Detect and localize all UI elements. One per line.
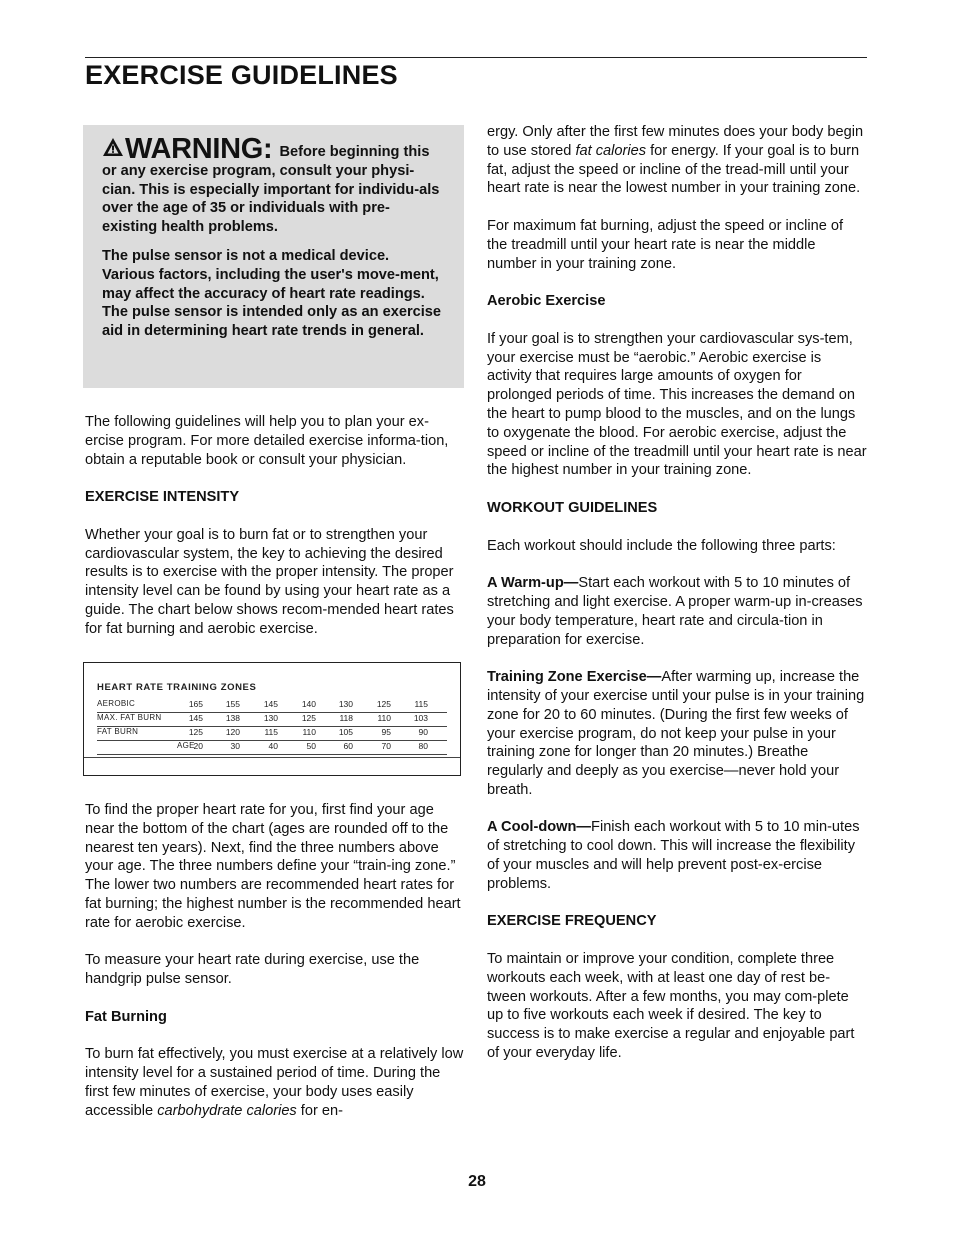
chart-cell: 120 xyxy=(225,727,240,737)
warning-paragraph-2: The pulse sensor is not a medical device. Various factors, including the user's move-ment, may affect the accuracy of heart rate readings. The pulse sensor is intended only as an exercise aid in determining heart rate trends in general. xyxy=(102,247,442,340)
chart-cell: 60 xyxy=(343,741,353,751)
chart-title: HEART RATE TRAINING ZONES xyxy=(97,682,257,693)
warning-box xyxy=(83,125,464,388)
chart-bottom-divider xyxy=(84,757,460,758)
chart-cell: 110 xyxy=(302,727,316,737)
chart-cell: 80 xyxy=(418,741,428,751)
cooldown-body: Finish each workout with 5 to 10 min-utes of stretching to cool down. This will increase the flexibility of your muscles and will help prevent post-ex-ercise problems. xyxy=(487,819,860,892)
chart-row-label: AEROBIC xyxy=(97,699,136,708)
chart-cell: 165 xyxy=(188,699,203,709)
chart-cell: 155 xyxy=(225,699,240,709)
chart-cell: 125 xyxy=(301,713,316,723)
chart-cell: 30 xyxy=(230,741,240,751)
find-heart-rate-text: To find the proper heart rate for you, first find your age near the bottom of the chart (ages are rounded off to the nearest ten years). Next, find the three numbers above your age. The three numbers define your “train-ing zone.” The lower two numbers are recommended heart rates for fat burning; the highest number is the recommended heart rate for aerobic exercise. xyxy=(85,802,461,931)
max-fat-burning-text: For maximum fat burning, adjust the speed or incline of the treadmill until your heart rate is near the middle number in your training zone. xyxy=(487,217,844,272)
left-intro-section xyxy=(85,413,465,657)
chart-cell: 125 xyxy=(188,727,203,737)
continued-text-a: ergy. Only after the first few minutes does your body begin to use stored xyxy=(487,124,864,159)
exercise-frequency-text: To maintain or improve your condition, complete three workouts each week, with at least one day of rest be-tween workouts. After a few months, you may com-plete up to five workouts each week if desired. The key to success is to make exercise a regular and enjoyable part of your everyday life. xyxy=(487,951,855,1062)
aerobic-exercise-text: If your goal is to strengthen your cardiovascular sys-tem, your exercise must be “aerobic.” Aerobic exercise is activity that requires large amounts of oxygen for prolonged periods of time. This increases the demand on the heart to pump blood to the muscles, and on the lungs to oxygenate the blood. For aerobic exercise, adjust the speed or incline of the treadmill until your heart rate is near the highest number in your training zone. xyxy=(487,330,867,479)
warning-paragraph-1 xyxy=(102,133,444,237)
chart-cell: 115 xyxy=(264,727,278,737)
chart-cell: 40 xyxy=(268,741,278,751)
right-column xyxy=(487,123,867,1082)
chart-row-label: MAX. FAT BURN xyxy=(97,713,162,722)
chart-row xyxy=(97,698,447,713)
cooldown-label: A Cool-down— xyxy=(487,819,592,836)
chart-cell: 125 xyxy=(376,699,391,709)
training-zone-body: After warming up, increase the intensity of your exercise until your pulse is in your training zone for 20 to 60 minutes. (During the first few weeks of your exercise program, do not keep your pulse in your training zone for longer than 20 minutes.) Breathe regularly and deeply as you exercise—never hold your breath. xyxy=(487,669,865,798)
chart-cell: 130 xyxy=(338,699,353,709)
chart-cell: 95 xyxy=(381,727,391,737)
chart-row-label: FAT BURN xyxy=(97,727,139,736)
chart-cell: 145 xyxy=(188,713,203,723)
chart-cell: 145 xyxy=(263,699,278,709)
fat-burning-text xyxy=(85,1045,465,1120)
chart-cell: 118 xyxy=(339,713,353,723)
intro-text: The following guidelines will help you to plan your ex-ercise program. For more detailed exercise informa-tion, obtain a reputable book or consult your physician. xyxy=(85,414,449,468)
fat-burning-heading: Fat Burning xyxy=(85,1008,167,1025)
chart-cell: 70 xyxy=(381,741,391,751)
exercise-intensity-text: Whether your goal is to burn fat or to strengthen your cardiovascular system, the key to achieving the desired results is to exercise with the proper intensity. The proper intensity level can be found by using your heart rate as a guide. The chart below shows recom-mended heart rates for fat burning and aerobic exercise. xyxy=(85,526,454,637)
chart-cell: 105 xyxy=(338,727,353,737)
warning-triangle-icon xyxy=(102,137,124,157)
chart-row-label: AGE xyxy=(177,741,195,750)
chart-cell: 90 xyxy=(418,727,428,737)
warning-heading: WARNING: xyxy=(125,133,273,165)
continued-text-b: for energy. If your goal is to burn fat, adjust the speed or incline of the tread-mill until your heart rate is near the lowest number in your training zone. xyxy=(487,142,861,197)
cooldown-text xyxy=(487,818,867,893)
training-zone-text xyxy=(487,668,867,800)
aerobic-exercise-heading: Aerobic Exercise xyxy=(487,293,606,310)
workout-intro-text: Each workout should include the following three parts: xyxy=(487,537,836,554)
warning-text-1: Before beginning this or any exercise program, consult your physi-cian. This is especially important for individu-als over the age of 35 or individuals with pre-existing health problems. xyxy=(102,144,440,236)
exercise-frequency-heading: EXERCISE FREQUENCY xyxy=(487,913,657,930)
chart-cell: 138 xyxy=(225,713,240,723)
chart-cell: 140 xyxy=(301,699,316,709)
page-title: EXERCISE GUIDELINES xyxy=(85,60,398,90)
continued-text-italic: fat calories xyxy=(575,142,647,159)
chart-cell: 103 xyxy=(413,713,428,723)
fat-burning-continued xyxy=(487,123,867,198)
page-number: 28 xyxy=(468,1173,486,1190)
chart-cell: 130 xyxy=(263,713,278,723)
left-lower-section xyxy=(85,801,465,1139)
chart-cell: 110 xyxy=(377,713,391,723)
chart-cell: 20 xyxy=(193,741,203,751)
chart-row xyxy=(97,726,447,741)
workout-guidelines-heading: WORKOUT GUIDELINES xyxy=(487,499,658,516)
measure-heart-rate-text: To measure your heart rate during exercise, use the handgrip pulse sensor. xyxy=(85,952,420,988)
warmup-text xyxy=(487,574,867,649)
fat-burning-text-b: for en- xyxy=(296,1102,343,1119)
training-zone-label: Training Zone Exercise— xyxy=(487,669,662,686)
header-rule xyxy=(85,57,867,58)
chart-cell: 50 xyxy=(306,741,316,751)
chart-cell: 115 xyxy=(414,699,428,709)
fat-burning-text-italic: carbohydrate calories xyxy=(157,1102,297,1119)
heart-rate-chart xyxy=(83,662,461,776)
warmup-label: A Warm-up— xyxy=(487,575,579,592)
warmup-body: Start each workout with 5 to 10 minutes of stretching and light exercise. A proper warm-up in-creases your body temperature, heart rate and circula-tion in preparation for exercise. xyxy=(487,575,863,648)
fat-burning-text-a: To burn fat effectively, you must exercise at a relatively low intensity level for a sustained period of time. During the first few minutes of exercise, your body uses easily accessible xyxy=(85,1046,464,1119)
exercise-intensity-heading: EXERCISE INTENSITY xyxy=(85,489,240,506)
chart-row xyxy=(97,740,447,755)
chart-row xyxy=(97,712,447,727)
